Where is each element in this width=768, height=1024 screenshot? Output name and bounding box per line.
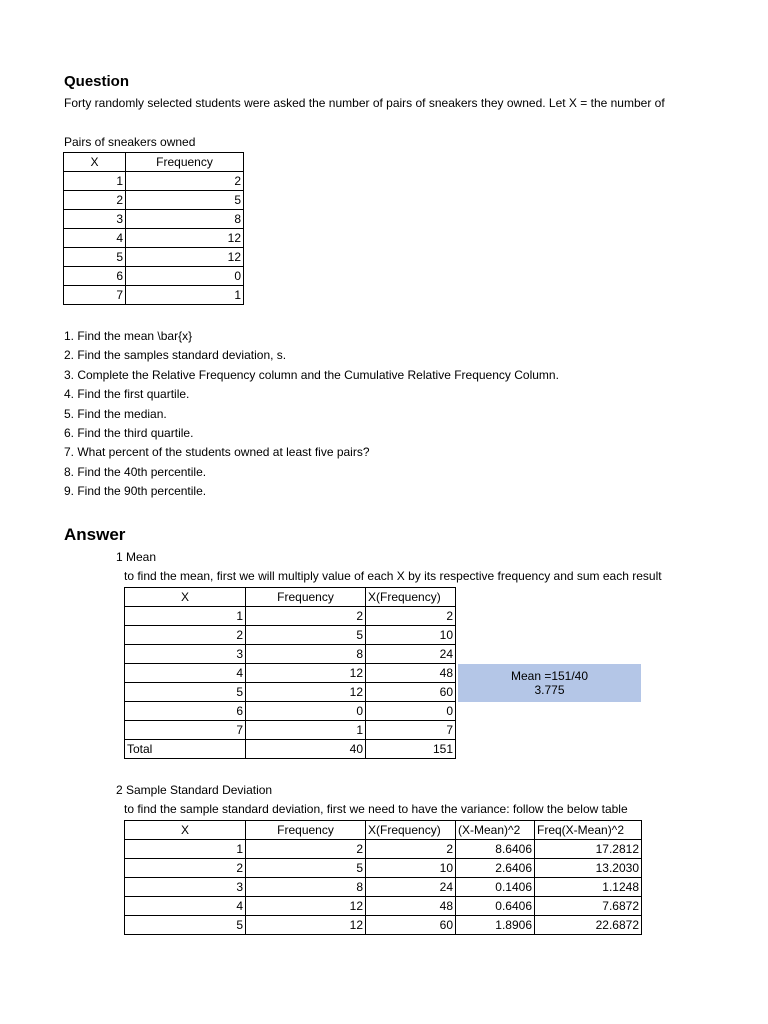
table-cell: 60: [366, 683, 456, 702]
table-cell: 1.1248: [535, 878, 642, 897]
question-item: 9. Find the 90th percentile.: [64, 484, 207, 499]
answer-heading: Answer: [64, 525, 126, 544]
table-row: [64, 248, 244, 267]
table-cell: 1: [125, 607, 246, 626]
mean-formula: Mean =151/40: [510, 669, 589, 683]
table-cell: 5: [126, 191, 244, 210]
table-row: [64, 229, 244, 248]
table-cell: 1.8906: [456, 916, 535, 935]
table-cell: 2: [125, 626, 246, 645]
table-cell: 13.2030: [535, 859, 642, 878]
table-row: [125, 721, 456, 740]
header-x: X: [125, 821, 246, 840]
table-cell: 3: [64, 210, 126, 229]
table-cell: 24: [366, 878, 456, 897]
question-item: 1. Find the mean \bar{x}: [64, 329, 193, 343]
table-cell: 5: [64, 248, 126, 267]
table-cell: 2: [366, 840, 456, 859]
table-cell: 0: [366, 702, 456, 721]
header-freq-x-mean-sq: Freq(X-Mean)^2: [535, 821, 642, 840]
total-cell: 151: [366, 740, 456, 759]
table-cell: 12: [126, 229, 244, 248]
table-cell: 5: [246, 626, 366, 645]
table-cell: 2.6406: [456, 859, 535, 878]
table-cell: 2: [246, 840, 366, 859]
table-row: [64, 172, 244, 191]
question-item: 2. Find the samples standard deviation, s.: [64, 348, 287, 363]
table-row: [125, 645, 456, 664]
question-item: 3. Complete the Relative Frequency column and the Cumulative Relative Frequency Column.: [64, 367, 559, 382]
table-cell: 1: [64, 172, 126, 191]
table-cell: 60: [366, 916, 456, 935]
question-heading: Question: [64, 73, 130, 90]
total-label: Total: [125, 740, 246, 759]
header-frequency: Frequency: [126, 153, 244, 172]
table-cell: 7: [64, 286, 126, 305]
table-cell: 7.6872: [535, 897, 642, 916]
question-item: 4. Find the first quartile.: [64, 387, 190, 402]
question-item: 8. Find the 40th percentile.: [64, 464, 207, 479]
table-cell: 6: [125, 702, 246, 721]
table-cell: 22.6872: [535, 916, 642, 935]
mean-section-title: 1 Mean: [116, 550, 157, 564]
mean-result-box: [458, 664, 641, 702]
header-x-frequency: X(Frequency): [366, 821, 456, 840]
table-cell: 3: [125, 878, 246, 897]
table-row: [125, 916, 642, 935]
table-row: [64, 267, 244, 286]
table-cell: 4: [64, 229, 126, 248]
table-cell: 1: [246, 721, 366, 740]
table-cell: 12: [246, 916, 366, 935]
table-cell: 1: [126, 286, 244, 305]
table-row: [64, 191, 244, 210]
question-text: Forty randomly selected students were asked the number of pairs of sneakers they owned. Let X = the number of: [64, 96, 665, 110]
table-cell: 1: [125, 840, 246, 859]
table-row: [125, 702, 456, 721]
table-cell: 2: [125, 859, 246, 878]
table-cell: 0: [246, 702, 366, 721]
table-cell: 4: [125, 897, 246, 916]
table-cell: 8: [246, 645, 366, 664]
mean-section-intro: to find the mean, first we will multiply value of each X by its respective frequency and sum each result: [124, 569, 662, 583]
table-cell: 8: [126, 210, 244, 229]
table-row: [125, 664, 456, 683]
sneakers-table: [63, 152, 244, 305]
table-cell: 4: [125, 664, 246, 683]
total-row: [125, 740, 456, 759]
sd-section-title: 2 Sample Standard Deviation: [116, 783, 273, 797]
table-row: [125, 607, 456, 626]
table-cell: 2: [126, 172, 244, 191]
table-cell: 5: [125, 916, 246, 935]
table-row: [125, 859, 642, 878]
sd-section-intro: to find the sample standard deviation, first we need to have the variance: follow the below table: [124, 802, 628, 816]
table-cell: 10: [366, 626, 456, 645]
header-x-frequency: X(Frequency): [366, 588, 456, 607]
table-cell: 3: [125, 645, 246, 664]
table-cell: 2: [366, 607, 456, 626]
table-cell: 48: [366, 664, 456, 683]
mean-table: [124, 587, 456, 759]
table-cell: 6: [64, 267, 126, 286]
table-caption: Pairs of sneakers owned: [64, 135, 196, 149]
table-cell: 10: [366, 859, 456, 878]
table-cell: 12: [246, 683, 366, 702]
table-cell: 12: [126, 248, 244, 267]
table-cell: 2: [246, 607, 366, 626]
table-cell: 12: [246, 897, 366, 916]
question-item: 7. What percent of the students owned at least five pairs?: [64, 445, 370, 460]
table-cell: 0.6406: [456, 897, 535, 916]
table-cell: 5: [246, 859, 366, 878]
table-row: [125, 897, 642, 916]
table-row: [125, 840, 642, 859]
table-cell: 17.2812: [535, 840, 642, 859]
table-cell: 8.6406: [456, 840, 535, 859]
table-cell: 7: [366, 721, 456, 740]
table-cell: 8: [246, 878, 366, 897]
table-cell: 5: [125, 683, 246, 702]
table-cell: 2: [64, 191, 126, 210]
table-cell: 0: [126, 267, 244, 286]
table-row: [125, 878, 642, 897]
table-row: [125, 626, 456, 645]
table-row: [64, 286, 244, 305]
table-row: [64, 210, 244, 229]
header-frequency: Frequency: [246, 588, 366, 607]
table-cell: 48: [366, 897, 456, 916]
question-item: 6. Find the third quartile.: [64, 426, 194, 440]
total-cell: 40: [246, 740, 366, 759]
table-cell: 7: [125, 721, 246, 740]
question-item: 5. Find the median.: [64, 406, 167, 421]
header-x-mean-sq: (X-Mean)^2: [456, 821, 535, 840]
header-x: X: [125, 588, 246, 607]
header-frequency: Frequency: [246, 821, 366, 840]
table-cell: 0.1406: [456, 878, 535, 897]
sd-table: [124, 820, 642, 935]
mean-value: 3.775: [534, 683, 565, 697]
header-x: X: [64, 153, 126, 172]
table-cell: 24: [366, 645, 456, 664]
table-cell: 12: [246, 664, 366, 683]
table-row: [125, 683, 456, 702]
